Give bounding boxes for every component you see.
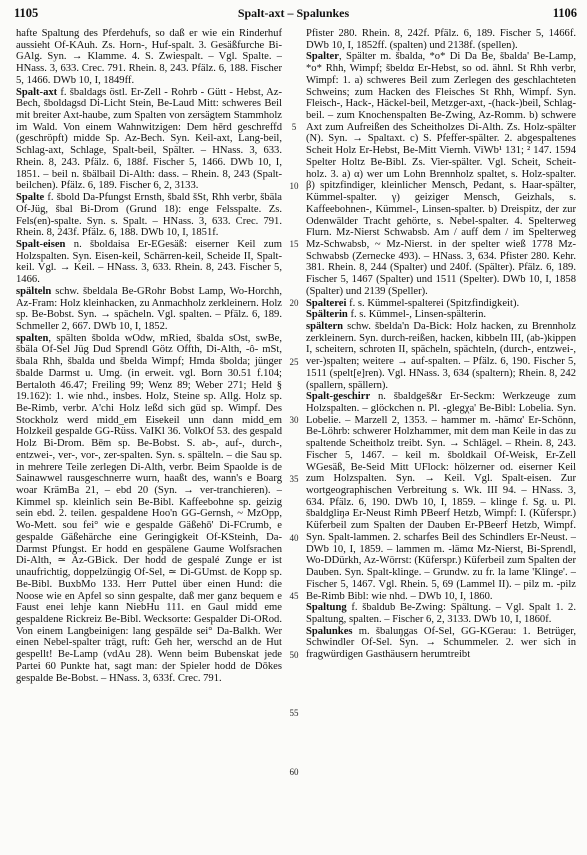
dictionary-entry — [306, 391, 576, 602]
line-number: 35 — [289, 474, 299, 484]
line-number: 40 — [289, 533, 299, 543]
entry-lemma: Spalterei — [306, 297, 347, 309]
dictionary-entry — [306, 309, 576, 321]
entry-lemma: spältern — [306, 320, 344, 332]
page-number-right: 1106 — [552, 6, 577, 20]
entry-lemma: Spalter — [306, 51, 339, 63]
entry-text: f. s. Kümmel-spalterei (Spitzfindigkeit). — [346, 297, 520, 309]
dictionary-entry — [306, 626, 576, 661]
entry-lemma: Spalunkes — [306, 625, 353, 637]
entry-text: n. šboldaisa Er-EGesäß: eiserner Keil zum Holzspalten. Syn. Eisen-keil, Schärren-keil, Scheide II, Spalt-keil. Vgl. → Keil. – HNass. 3, 633. Rhein. 8, 243. Fischer 5, 1466. — [16, 238, 282, 286]
entry-lemma: spalten — [16, 332, 49, 344]
entry-text: schw. šbeldala Be-GRohr Bobst Lamp, Wo-Horchh, Az-Fram: Holz kleinhacken, zu Anmachholz zerkleinern. Holz sp. Be-Bobst. Syn. → spächeln. Vgl. spalten. – Pfälz. 6, 189. Schmeller 2, 667. DWb 10, I, 1852. — [16, 285, 282, 332]
line-number: 25 — [289, 357, 299, 367]
entry-lemma: Spalt-geschirr — [306, 391, 371, 403]
entry-lemma: Spälterin — [306, 309, 348, 321]
dictionary-entry — [306, 602, 576, 625]
dictionary-entry — [16, 192, 282, 239]
entry-text: m. šbaluŋgas Of-Sel, GG-KGerau: 1. Betrüger, Schwindler Of-Sel. Syn. → Schummeler. 2. wer sich in fragwürdigen Gasthäusern herumtreibt — [306, 625, 576, 661]
left-column — [16, 28, 282, 850]
entry-lemma: Spalt-eisen — [16, 238, 66, 250]
entry-text: hafte Spaltung des Pferdehufs, so daß er wie ein Rinderhuf aussieht Of-KAuh. Zs. Horn-, Huf-spalt. 3. Gesäßfurche Bi-GAlg. Syn. → Klamme. 4. S. Zwiespalt. – Vgl. Spalte. – HNass. 3, 633. Crec. 791. Rhein. 8, 243. Pfälz. 6, 188. Fischer 5, 1466. DWb 10, I, 1849ff. — [16, 28, 282, 86]
entry-text: f. šbaldags östl. Er-Zell - Rohrb - Gütt - Hebst, Az-Bech, šboldagsd Di-Licht Stein, Be-Laud Mitt: schweres Beil mit breiter Axt-haube, zum Spalten von zersägtem Stammholz im Wald. Von einem Wahnwitzigen: Dem hērd geschreffd (geschröpft) midde Sp. Az-Bech. Syn. Keil-axt, Lang-beil, Schlag-axt, Schlage, Spalt-beil, Spälter. – HNass. 3, 633. Rhein. 8, 243. Pfälz. 6, 188f. Fischer 5, 1466. DWb 10, I, 1851. – beil n. šbälbail Di-Alth: dass. – Rhein. 8, 243 (Spalt-beilchen). Pfälz. 6, 189. Fischer 6, 2, 3133. — [16, 86, 282, 192]
line-number: 15 — [289, 239, 299, 249]
dictionary-entry — [16, 333, 282, 685]
dictionary-entry — [306, 51, 576, 297]
line-number: 10 — [289, 181, 299, 191]
line-number: 50 — [289, 650, 299, 660]
line-number: 30 — [289, 415, 299, 425]
entry-text: n. šbaldgeš&r Er-Seckm: Werkzeuge zum Holzspalten. – glöckchen n. Pl. -glegχa' Be-Bibl: Lobelia. Syn. Lobelie. – Marzell 2, 1353. – hammer m. -hämα' Er-Schönn, Be-Löhrb: schwerer Holzhammer, mit dem man Keile in das zu spaltende Scheitholz treibt. Syn. → Schlägel. – Rhein. 8, 243. Fischer 5, 1467. – keil m. šboldkail Of-Weisk, Er-Zell WGesäß, Be-Seid Mitt UFlock: hölzerner od. eiserner Keil zum Holzspalten. Syn. → Keil. Vgl. Spalt-eisen. Zur wortgeographischen Verbreitung s. Wk. III 94. – HNass. 3, 634. Pfälz. 6, 190. DWb 10, I, 1859. – klinge f. Sg. u. Pl. šbaldgliŋə Er-Neust Rimh PBeerf Hetzb, Wimpf: I. (Küferspr.) Küferbeil zum Spalten der Dauben Er-PBeerf Hetzb, Wimpf. Syn. Spalt-lammen. 2. scharfes Beil des Schindlers Er-Neust. – DWb 10, I, 1859. – lammen m. -lämα Mz-Nierst, Bi-Sprendl, Wo-DDürkh, Az-Wörrst: (Küferspr.) Küferbeil zum Spalten der Dauben. Syn. Spalt-klinge. – Grundw. zu fr. la lame 'Klinge'. – Fischer 5, 1467. Vgl. Rhein. 5, 69 (Lammel II). – pilz m. -pilz Be-Rimb Bibl: wie nhd. – DWb 10, I, 1860. — [306, 391, 576, 602]
entry-continuation — [16, 28, 282, 87]
entry-text: schw. šbelda'n Da-Bick: Holz hacken, zu Brennholz zerkleinern. Syn. durch-reißen, hacken, kibbeln III, (ab-)kippen I, scheitern, schroten II, spächeln, spächteln, (durch-, entzwei-, ver-)spalten; weitere → auf-spalten. – Pfälz. 6, 190. Fischer 5, 1511 (spelt[e]ren). Vgl. HNass. 3, 634 (spaltern); Rhein. 8, 242 (spallern, spällern). — [306, 320, 576, 391]
line-number: 45 — [289, 591, 299, 601]
running-head: Spalt-axt – Spalunkes — [237, 6, 350, 20]
entry-text: f. šbold Da-Pfungst Ernsth, šbald šSt, Rhh verbr, šbäla Of-Jüg, šbal Bi-Drom (Grund 18): enge Felsspalte. Zs. Fels(en)-spalte. Syn. s. Spalt. – HNass. 3, 633. Crec. 791. Rhein. 8, 243f. Pfälz. 6, 188. DWb 10, I, 1851f. — [16, 192, 282, 239]
page-header — [0, 0, 587, 30]
dictionary-entry — [16, 87, 282, 192]
dictionary-entry — [306, 321, 576, 391]
page-number-left: 1105 — [14, 6, 39, 20]
line-number: 55 — [289, 708, 299, 718]
entry-text: f. šbaldub Be-Zwing: Spältung. – Vgl. Spalt 1. 2. Spaltung, spalten. – Fischer 6, 2, 3133. DWb 10, I, 1860f. — [306, 602, 576, 625]
dictionary-entry — [16, 286, 282, 333]
line-number: 20 — [289, 298, 299, 308]
line-number: 5 — [291, 122, 297, 132]
entry-text: , spälten šbolda wOdw, mRied, šbalda sOst, swBe, šbäla Of-Sel Jüg Dud Sprendl Götz Offth, Di-Alth, -ô- mSt, šbala Rhh, šbalda und šbelda Wimpf; Hmda šbolda; jünger šbalde Darmst u. Umg. (in erweit. vgl. Born 30.51 f.104; Bertaloth 46.47; Freiling 99; Wenz 89; Weber 271; Held § 19.162): 1. wie nhd., insbes. Holz, Steine sp. Allg. Holz sp. Be-Rimb, verbr. A'chi Holz leßd sich güd sp. Wimpf. Des Stockholz werd midd_em Eisekeil unn dann midd_em Holzkeil gespalde GG-Rüss. VaIKl 36. VolkOf 53. des gespald Holz Bi-Drom. Bēm sp. Be-Bobst. S. ab-, auf-, durch-, entzwei-, ver-, vor-, zer-spalten. Syn. s. spälteln. – die Sau sp. in mehrere Teile zerlegen Di-Alth, verbr. Beim Spaolde is de Sainawwel rausgeschnerre wurn, haaßt des, wann's e Boarg woar KrämBa 21, – ebd 20 (Syn. → ver-tranchieren). – Kimmel sp. kleinlich sein Be-Bibl. Kaffeebohne sp. geizig sein ebd. 2. teilen. gespaldene Hoo'n GG-Gernsh, ~ MzOpp, Wo-Mett. sou fei° wie e gespalde Gäßehō' Di-FCrumb, e gespalde Gäßehärche eine Geringigkeit Of-KSteinh, Da-Darmst Pfungst. Er hodd en gespälene Gaume Wolfsrachen Di-Alth, ≃ Az-GBick. Der hodd de gespalé Zunge er ist unaufrichtig, doppelzüngig Of-Sel, ≃ Di-GUmst. de Kopp sp. Be-Bibl. BuxbMo 133. Herr Puttel über einen Hund: die Noose wie en Apfel so sinn gespalte, daß mer ganz bequem e Faust enei lehje kann NiebHu 111. en Gaul midd eme gespaldene Rickreiz Be-Bibl. Wecksorte: Gespalder Di-ORod. Von einem Langbeinigen: lang gespälde sei° Da-Balkh. Wer einen Nebel-spalter trägt, ruft: Geh her, werschd an de Hut gespellt! Be-Lamp (vdAu 28). Wenn beim Bubenskat jede Partei 60 Punkte hat, sagt man: der Spieler hodd de Dōkes gespalde Be-Bobst. – HNass. 3, 633f. Crec. 791. — [16, 332, 282, 684]
dictionary-entry — [306, 298, 576, 310]
line-number: 60 — [289, 767, 299, 777]
dictionary-entry — [16, 239, 282, 286]
entry-text: f. s. Kümmel-, Linsen-spälterin. — [347, 309, 487, 321]
entry-lemma: Spalte — [16, 192, 45, 204]
entry-text: Pfister 280. Rhein. 8, 242f. Pfälz. 6, 189. Fischer 5, 1466f. DWb 10, I, 1852ff. (spalten) und 2138f. (spellen). — [306, 28, 576, 51]
entry-continuation — [306, 28, 576, 51]
entry-lemma: Spaltung — [306, 602, 347, 614]
entry-lemma: spälteln — [16, 285, 52, 297]
right-column — [306, 28, 576, 850]
entry-text: , Spälter m. šbalda, *o* Di Da Be, šbalda' Be-Lamp, *o* Rhh, Wimpf; šbeldα Er-Hebst, so od. ähnl. St Rhh verbr, Wimpf: 1. a) schweres Beil zum Zerlegen des geschlachteten Schweins; zum Hacken des Fleisches St Rhh, Wimpf. Syn. Fleisch-, Hack-, Häckel-beil, Metzger-axt, -(hack-)beil, Schlag-beil. – zum Knochenspalten Be-Zwing, Az-Romm. b) schwere Axt zum Aufreißen des Scheitholzes Di-Alth. Zs. Holz-spälter (N). Syn. → Spaltaxt. c) S. Pfeffer-spälter. 2. abgespaltenes Scheit Holz Er-Hebst, Be-Mitt Viernh. ViWb¹ 131; ² 147. 1594 Spelter Holtz Be-Bibl. Zs. Vier-spälter. Vgl. Scheit, Scheit-holz. 3. a) α) wer um Lohn Brennholz spaltet, s. Holz-spalter. β) spitzfindiger, kleinlicher Mensch, Pedant, s. Haar-spälter, Kümmel-spalter. γ) geiziger Mensch, Geizhals, s. Kaffeebohnen-, Kümmel-, Linsen-spalter. b) Dreispitz, der zur Odenwälder Tracht gehörte, s. Nebel-spalter. 4. Spelterweg Flurn. Mz-Nierst Schwabsb. Am / auff dem / im Spelterweg Mz-Schwabsb, ~ Mz-Nierst. in der spelter wieß 1778 Mz-Schwabsb (Zernecke 493). – HNass. 3, 634. Pfister 280. Kehr. 381. Rhein. 8, 244 (Spalter) und 240f. (Spälter). Pfälz. 6, 189. Fischer 5, 1467 (Spalter) und 1511 (Spelter). DWb 10, I, 1858 (Spalter) und 2139 (Speller). — [306, 51, 576, 297]
entry-lemma: Spalt-axt — [16, 86, 58, 98]
line-number-gutter — [283, 28, 305, 850]
